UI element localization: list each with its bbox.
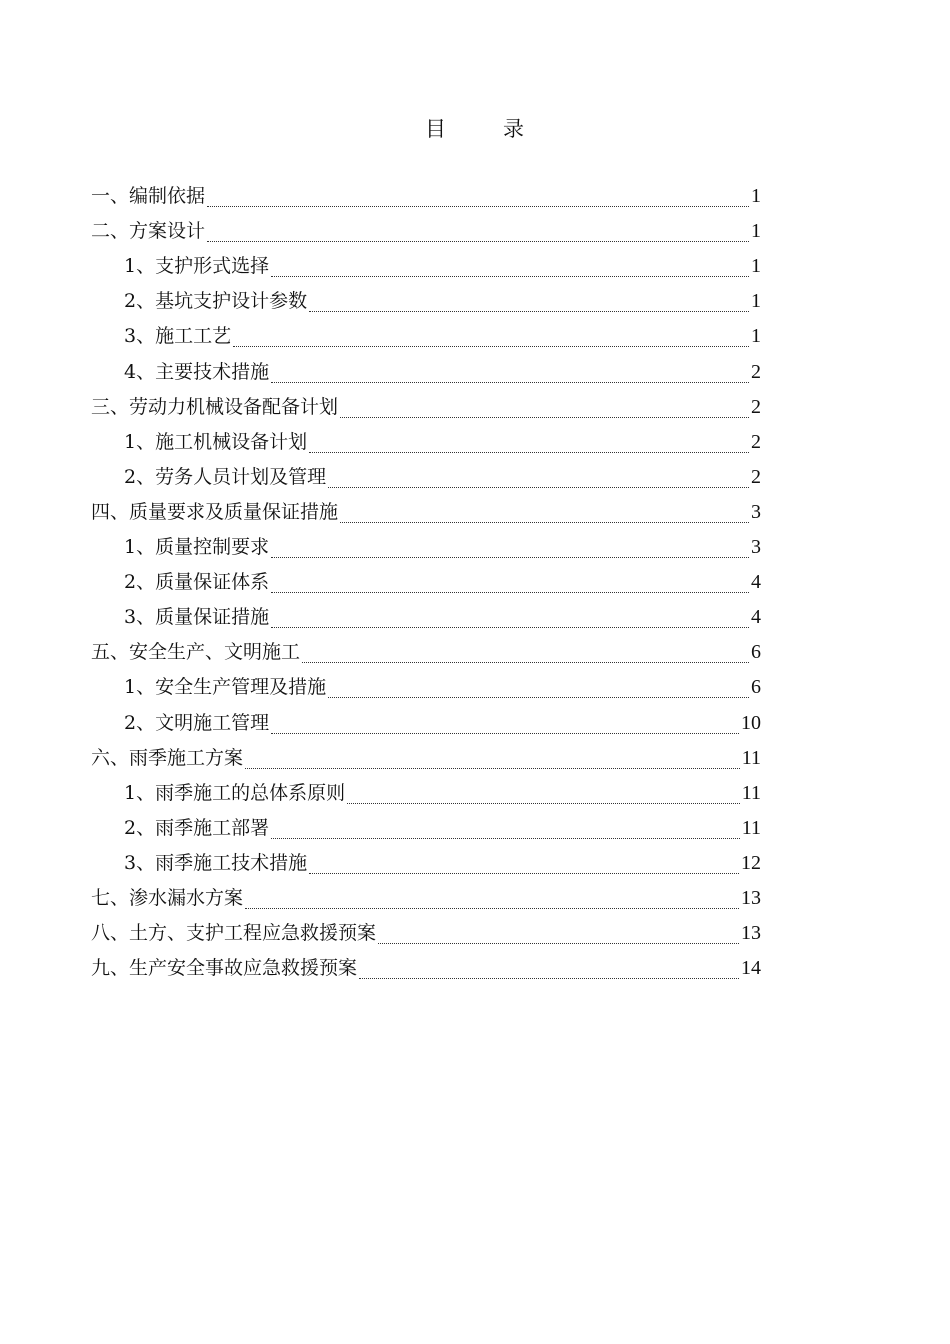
toc-dot-leader <box>271 275 749 277</box>
toc-page-number: 2 <box>751 465 761 488</box>
toc-entry[interactable] <box>91 491 761 526</box>
toc-entry-title: 3、施工工艺 <box>124 325 232 348</box>
toc-title-char-1: 目 <box>425 117 447 141</box>
toc-dot-leader <box>359 977 739 979</box>
toc-entry[interactable] <box>91 315 761 350</box>
table-of-contents <box>91 175 761 982</box>
toc-entry-title: 五、安全生产、文明施工 <box>91 641 301 664</box>
toc-page-number: 1 <box>751 290 761 313</box>
toc-entry-title: 2、雨季施工部署 <box>124 816 270 839</box>
toc-page-number: 1 <box>751 325 761 348</box>
toc-title-char-2: 录 <box>503 117 525 141</box>
toc-dot-leader <box>378 942 739 944</box>
toc-entry-title: 七、渗水漏水方案 <box>91 886 244 909</box>
toc-page-number: 2 <box>751 360 761 383</box>
toc-page-number: 2 <box>751 430 761 453</box>
toc-entry-title: 2、劳务人员计划及管理 <box>124 465 327 488</box>
toc-entry[interactable] <box>91 596 761 631</box>
toc-dot-leader <box>233 345 749 347</box>
toc-page-number: 14 <box>741 957 761 980</box>
toc-entry-title: 2、质量保证体系 <box>124 571 270 594</box>
toc-page-number: 1 <box>751 220 761 243</box>
toc-dot-leader <box>340 416 749 418</box>
toc-page-number: 12 <box>741 851 761 874</box>
toc-entry-title: 2、文明施工管理 <box>124 711 270 734</box>
toc-entry[interactable] <box>91 877 761 912</box>
toc-page-number: 11 <box>741 781 761 804</box>
toc-entry-title: 3、质量保证措施 <box>124 606 270 629</box>
toc-entry-title: 六、雨季施工方案 <box>91 746 244 769</box>
toc-page-number: 3 <box>751 536 761 559</box>
toc-entry-title: 八、土方、支护工程应急救援预案 <box>91 922 377 945</box>
toc-dot-leader <box>271 556 749 558</box>
toc-dot-leader <box>207 205 749 207</box>
toc-entry[interactable] <box>91 175 761 210</box>
toc-page-number: 6 <box>751 676 761 699</box>
toc-entry-title: 四、质量要求及质量保证措施 <box>91 500 339 523</box>
toc-entry[interactable] <box>91 737 761 772</box>
toc-dot-leader <box>207 240 749 242</box>
toc-page-number: 1 <box>751 255 761 278</box>
toc-entry[interactable] <box>91 772 761 807</box>
toc-entry[interactable] <box>91 561 761 596</box>
toc-entry-title: 1、雨季施工的总体系原则 <box>124 781 346 804</box>
toc-entry-title: 二、方案设计 <box>91 220 206 243</box>
toc-page-number: 2 <box>751 395 761 418</box>
toc-entry[interactable] <box>91 456 761 491</box>
toc-dot-leader <box>271 591 749 593</box>
toc-entry[interactable] <box>91 947 761 982</box>
toc-dot-leader <box>309 872 739 874</box>
toc-page-number: 13 <box>741 886 761 909</box>
toc-dot-leader <box>309 310 749 312</box>
toc-dot-leader <box>328 486 749 488</box>
toc-entry[interactable] <box>91 912 761 947</box>
toc-page-number: 11 <box>741 746 761 769</box>
toc-entry[interactable] <box>91 210 761 245</box>
toc-entry[interactable] <box>91 807 761 842</box>
toc-entry[interactable] <box>91 280 761 315</box>
toc-entry[interactable] <box>91 842 761 877</box>
toc-title <box>0 114 950 144</box>
toc-entry[interactable] <box>91 386 761 421</box>
toc-entry-title: 三、劳动力机械设备配备计划 <box>91 395 339 418</box>
toc-page-number: 11 <box>741 816 761 839</box>
toc-dot-leader <box>245 907 739 909</box>
toc-entry-title: 一、编制依据 <box>91 185 206 208</box>
toc-dot-leader <box>271 732 739 734</box>
toc-page-number: 10 <box>741 711 761 734</box>
toc-dot-leader <box>328 696 749 698</box>
toc-page-number: 4 <box>751 606 761 629</box>
toc-entry[interactable] <box>91 350 761 385</box>
toc-page-number: 4 <box>751 571 761 594</box>
toc-entry[interactable] <box>91 666 761 701</box>
toc-entry-title: 1、安全生产管理及措施 <box>124 676 327 699</box>
toc-dot-leader <box>271 626 749 628</box>
toc-entry-title: 1、施工机械设备计划 <box>124 430 308 453</box>
toc-entry-title: 2、基坑支护设计参数 <box>124 290 308 313</box>
toc-entry-title: 1、质量控制要求 <box>124 536 270 559</box>
toc-page-number: 1 <box>751 185 761 208</box>
toc-entry[interactable] <box>91 701 761 736</box>
toc-entry[interactable] <box>91 245 761 280</box>
toc-entry[interactable] <box>91 631 761 666</box>
toc-entry[interactable] <box>91 526 761 561</box>
toc-entry-title: 九、生产安全事故应急救援预案 <box>91 957 358 980</box>
toc-entry-title: 1、支护形式选择 <box>124 255 270 278</box>
toc-dot-leader <box>271 381 749 383</box>
toc-page-number: 6 <box>751 641 761 664</box>
toc-entry-title: 4、主要技术措施 <box>124 360 270 383</box>
toc-dot-leader <box>302 661 749 663</box>
toc-dot-leader <box>309 451 749 453</box>
toc-page-number: 3 <box>751 500 761 523</box>
toc-entry-title: 3、雨季施工技术措施 <box>124 851 308 874</box>
toc-entry[interactable] <box>91 421 761 456</box>
toc-dot-leader <box>245 767 740 769</box>
toc-dot-leader <box>340 521 749 523</box>
toc-dot-leader <box>347 802 740 804</box>
toc-dot-leader <box>271 837 740 839</box>
toc-page-number: 13 <box>741 922 761 945</box>
